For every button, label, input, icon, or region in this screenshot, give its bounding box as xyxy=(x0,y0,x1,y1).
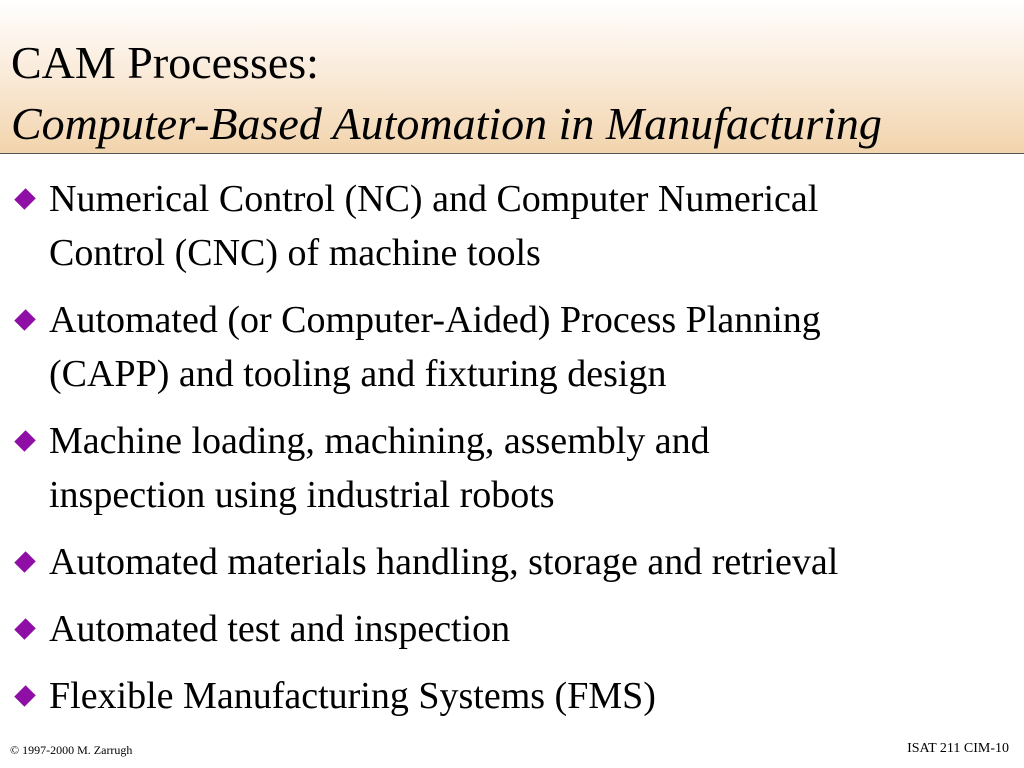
bullet-text-line: (CAPP) and tooling and fixturing design xyxy=(49,353,667,395)
bullet-item-materials-handling xyxy=(0,535,1024,589)
bullet-text-line: Flexible Manufacturing Systems (FMS) xyxy=(49,675,656,717)
bullet-item-capp xyxy=(0,293,1024,401)
diamond-bullet-icon xyxy=(14,309,35,330)
bullet-text-line: Numerical Control (NC) and Computer Numerical xyxy=(49,178,819,220)
slide-subtitle: Computer-Based Automation in Manufacturing xyxy=(11,98,882,149)
bullet-item-nc-cnc xyxy=(0,172,1024,280)
diamond-bullet-icon xyxy=(14,685,35,706)
bullet-list xyxy=(0,172,1024,736)
bullet-text-line: Automated materials handling, storage and retrieval xyxy=(49,541,839,583)
bullet-text-line: Automated (or Computer-Aided) Process Planning xyxy=(49,299,821,341)
bullet-text-line: Machine loading, machining, assembly and xyxy=(49,420,710,462)
diamond-bullet-icon xyxy=(14,551,35,572)
bullet-text-line: Automated test and inspection xyxy=(49,608,511,650)
diamond-bullet-icon xyxy=(14,430,35,451)
diamond-bullet-icon xyxy=(14,188,35,209)
footer-page-id: ISAT 211 CIM-10 xyxy=(907,741,1009,756)
diamond-bullet-icon xyxy=(14,618,35,639)
bullet-text-line: inspection using industrial robots xyxy=(49,474,555,516)
footer-copyright: © 1997-2000 M. Zarrugh xyxy=(10,743,133,757)
bullet-item-test-inspection xyxy=(0,602,1024,656)
bullet-text-line: Control (CNC) of machine tools xyxy=(49,232,541,274)
bullet-item-robots xyxy=(0,414,1024,522)
bullet-item-fms xyxy=(0,669,1024,723)
slide-title: CAM Processes: xyxy=(11,37,319,88)
slide-header xyxy=(0,0,1024,154)
